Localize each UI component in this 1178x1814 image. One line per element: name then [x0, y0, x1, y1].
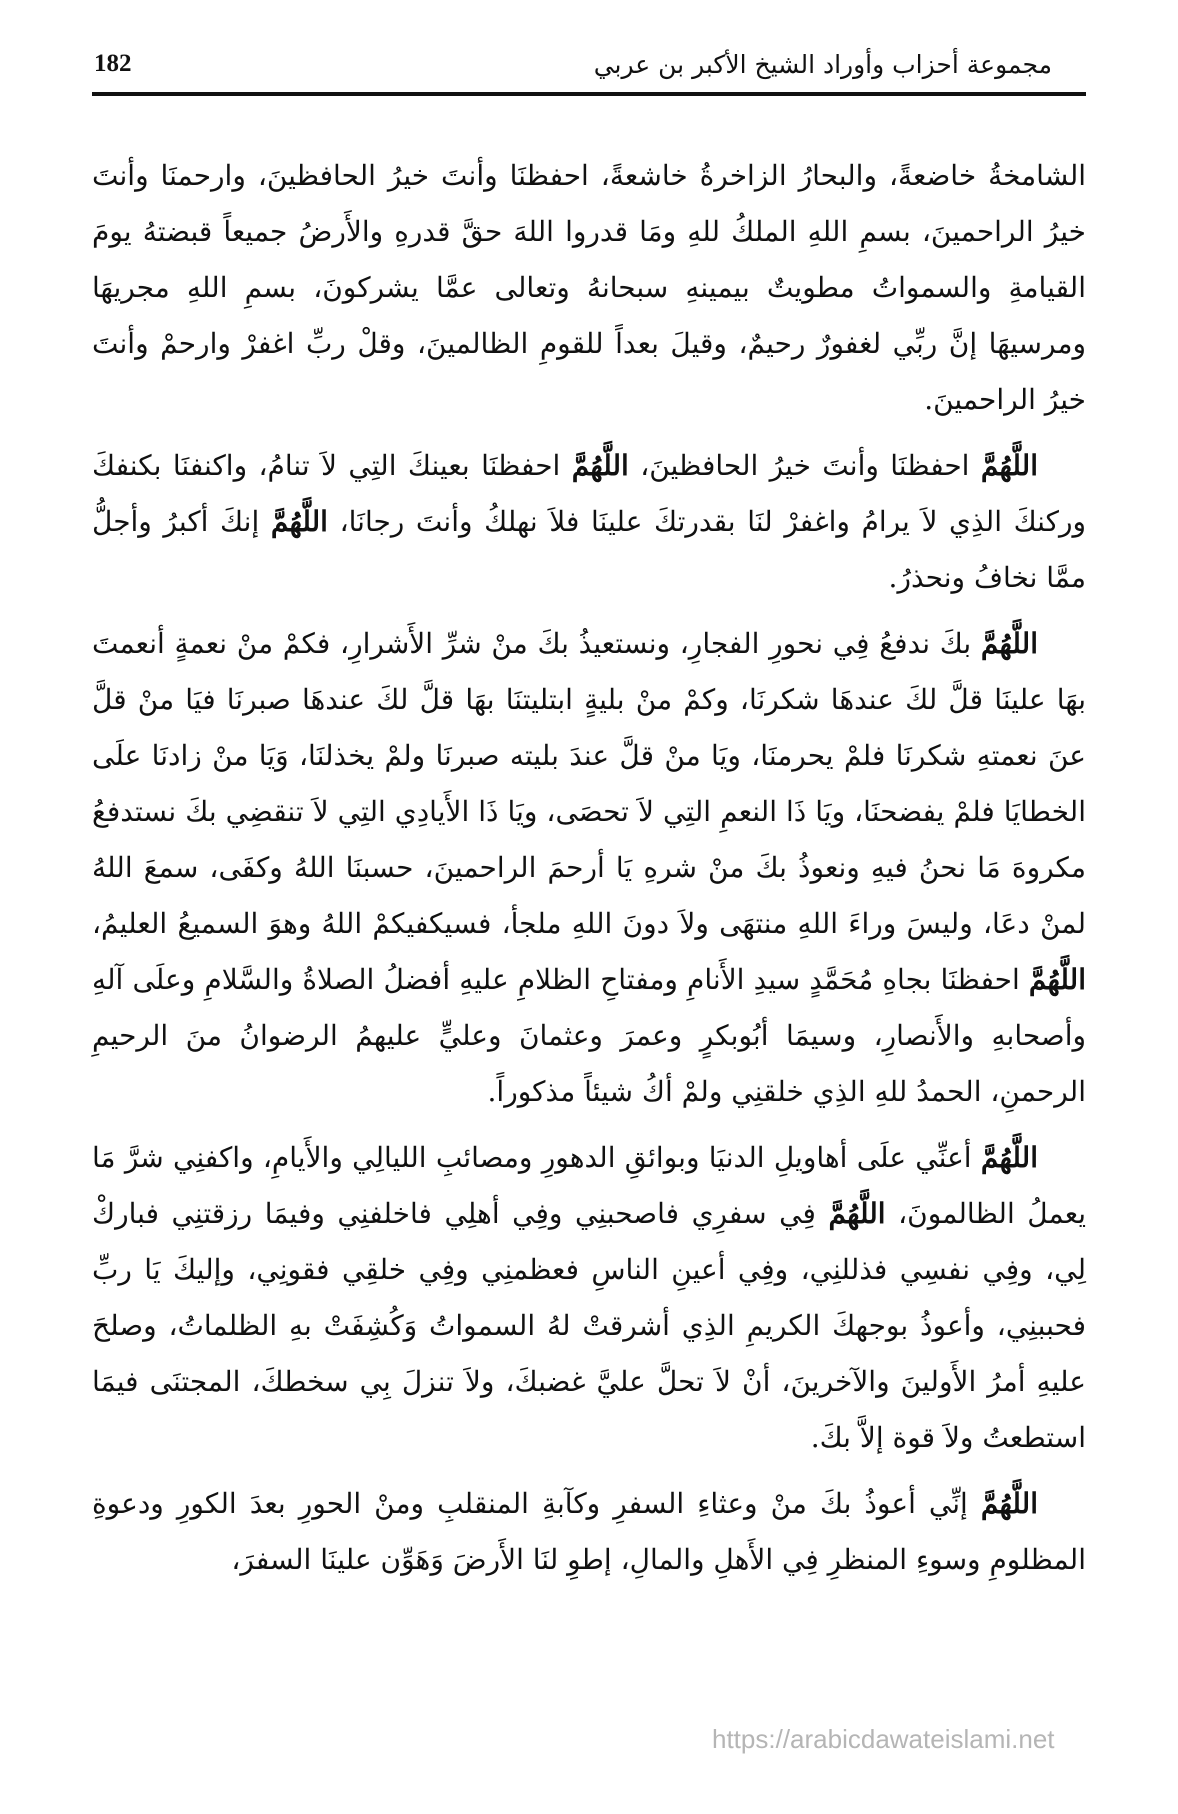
- paragraph-text: الشامخةُ خاضعةً، والبحارُ الزاخرةُ خاشعةً، احفظنَا وأنتَ خيرُ الحافظينَ، وارحمنَا وأنتَ خيرُ الراحمينَ، بسمِ اللهِ الملكُ للهِ ومَا قدروا اللهَ حقَّ قدرهِ والأَرضُ جميعاً قبضتهُ يومَ القيامةِ والسمواتُ مطويتٌ بيمينهِ سبحانهُ وتعالى عمَّا يشركونَ، بسمِ اللهِ مجريهَا ومرسيهَا إنَّ ربِّي لغفورٌ رحيمٌ، وقيلَ بعداً للقومِ الظالمينَ، وقلْ ربِّ اغفرْ وارحمْ وأنتَ خيرُ الراحمينَ.: [92, 159, 1086, 416]
- paragraph-1: [92, 148, 1086, 428]
- paragraph-2: [92, 438, 1086, 606]
- paragraph-text: بكَ ندفعُ فِي نحورِ الفجارِ، ونستعيذُ بكَ منْ شرِّ الأَشرارِ، فكمْ منْ نعمةٍ أنعمتَ بهَا علينَا قلَّ لكَ عندهَا شكرنَا، وكمْ منْ بليةٍ ابتليتنَا بهَا قلَّ لكَ عندهَا صبرنَا فيَا منْ قلَّ عنَ نعمتهِ شكرنَا فلمْ يحرمنَا، ويَا منْ قلَّ عندَ بليته صبرنَا ولمْ يخذلنَا، وَيَا منْ زادنَا علَى الخطايَا فلمْ يفضحنَا، ويَا ذَا النعمِ التِي لاَ تحصَى، ويَا ذَا الأَيادِي التِي لاَ تنقضِي بكَ نستدفعُ مكروهَ مَا نحنُ فيهِ ونعوذُ بكَ منْ شرهِ يَا أرحمَ الراحمينَ، حسبنَا اللهُ وكفَى، سمعَ اللهُ لمنْ دعَا، وليسَ وراءَ اللهِ منتهَى ولاَ دونَ اللهِ ملجأ، فسيكفيكمْ اللهُ وهوَ السميعُ العليمُ،: [92, 627, 1086, 940]
- book-title: مجموعة أحزاب وأوراد الشيخ الأكبر بن عربي: [593, 50, 1052, 79]
- paragraph-text: احفظنَا بجاهِ مُحَمَّدٍ سيدِ الأَنامِ ومفتاحِ الظلامِ عليهِ أفضلُ الصلاةُ والسَّلامِ وعلَى آلهِ وأصحابهِ والأَنصارِ، وسيمَا أبُوبكرٍ وعمرَ وعثمانَ وعليٍّ عليهمُ الرضوانُ منَ الرحيمِ الرحمنِ، الحمدُ للهِ الذِي خلقنِي ولمْ أكُ شيئاً مذكوراً.: [92, 963, 1087, 1108]
- paragraph-text: فِي سفرِي فاصحبنِي وفِي أهلِي فاخلفنِي وفيمَا رزقتنِي فباركْ لِي، وفِي نفسِي فذللنِي، وفِي أعينِ الناسِ فعظمنِي وفِي خلقِي فقونِي، وإليكَ يَا ربِّ فحببنِي، وأعوذُ بوجهكَ الكريمِ الذِي أشرقتْ لهُ السمواتُ وَكُشِفَتْ بهِ الظلماتُ، وصلحَ عليهِ أمرُ الأَولينَ والآخرينَ، أنْ لاَ تحلَّ عليَّ غضبكَ، ولاَ تنزلَ بِي سخطكَ، المجتنَى فيمَا استطعتُ ولاَ قوة إلاَّ بكَ.: [92, 1197, 1086, 1454]
- invocation-heading: اللَّهُمَّ: [828, 1197, 886, 1230]
- invocation-heading: اللَّهُمَّ: [980, 1487, 1038, 1520]
- paragraph-text: إنِّي أعوذُ بكَ منْ وعثاءِ السفرِ وكآبةِ المنقلبِ ومنْ الحورِ بعدَ الكورِ ودعوةِ المظلومِ وسوءِ المنظرِ فِي الأَهلِ والمالِ، إطوِ لنَا الأَرضَ وَهَوِّن علينَا السفرَ،: [92, 1487, 1086, 1576]
- paragraph-text: احفظنَا بعينكَ التِي لاَ تنامُ، واكنفنَا بكنفكَ وركنكَ الذِي لاَ يرامُ واغفرْ لنَا بقدرتكَ علينَا فلاَ نهلكُ وأنتَ رجانَا،: [92, 449, 1087, 538]
- invocation-heading: اللَّهُمَّ: [1028, 963, 1086, 996]
- paragraph-text: احفظنَا وأنتَ خيرُ الحافظينَ،: [628, 449, 981, 482]
- invocation-heading: اللَّهُمَّ: [571, 449, 629, 482]
- invocation-heading: اللَّهُمَّ: [980, 627, 1038, 660]
- page-number: 182: [94, 50, 132, 77]
- paragraph-3: [92, 616, 1086, 1120]
- invocation-heading: اللَّهُمَّ: [980, 449, 1038, 482]
- paragraph-text: أعنِّي علَى أهاويلِ الدنيَا وبوائقِ الدهورِ ومصائبِ الليالِي والأَيامِ، واكفنِي شرَّ مَا يعملُ الظالمونَ،: [92, 1141, 1086, 1230]
- page-header: [92, 44, 1086, 96]
- paragraph-text: إنكَ أكبرُ وأجلُّ ممَّا نخافُ ونحذرُ.: [92, 505, 1086, 594]
- page-body: [92, 148, 1086, 1598]
- paragraph-5: [92, 1476, 1086, 1588]
- paragraph-4: [92, 1130, 1086, 1466]
- watermark-url: https://arabicdawateislami.net: [712, 1724, 1055, 1754]
- invocation-heading: اللَّهُمَّ: [980, 1141, 1038, 1174]
- invocation-heading: اللَّهُمَّ: [270, 505, 328, 538]
